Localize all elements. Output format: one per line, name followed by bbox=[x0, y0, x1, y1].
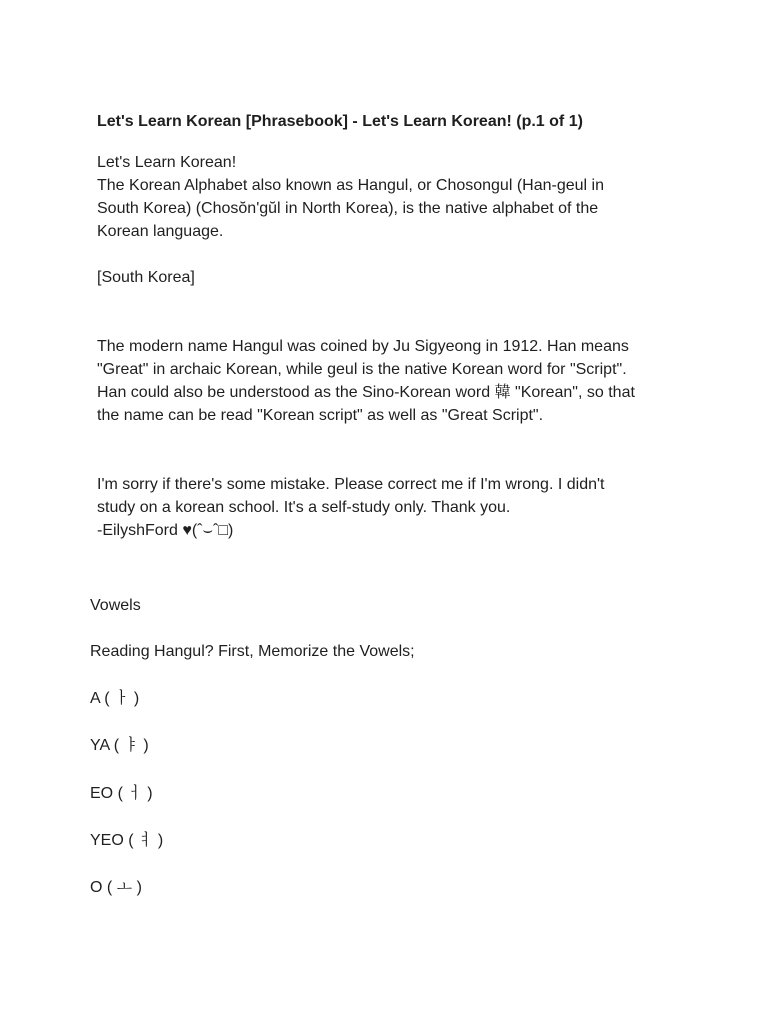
vowel-item-yeo: YEO ( ㅕ ) bbox=[90, 832, 164, 849]
intro-line: The Korean Alphabet also known as Hangul, or Chosongul (Han-geul in bbox=[97, 177, 604, 194]
vowel-item-a: A ( ㅏ ) bbox=[90, 690, 140, 707]
vowel-item-o: O ( ㅗ ) bbox=[90, 879, 142, 896]
history-paragraph bbox=[97, 335, 697, 427]
author-note bbox=[97, 473, 697, 542]
intro-paragraph bbox=[97, 151, 697, 243]
region-label: [South Korea] bbox=[97, 269, 195, 286]
intro-line: South Korea) (Chosŏn'gŭl in North Korea), is the native alphabet of the bbox=[97, 200, 599, 217]
history-line: the name can be read "Korean script" as well as "Great Script". bbox=[97, 407, 544, 424]
vowels-intro: Reading Hangul? First, Memorize the Vowels; bbox=[90, 643, 415, 660]
vowels-heading: Vowels bbox=[90, 597, 141, 614]
intro-line: Let's Learn Korean! bbox=[97, 154, 237, 171]
vowel-item-ya: YA ( ㅑ ) bbox=[90, 737, 149, 754]
document-title: Let's Learn Korean [Phrasebook] - Let's Learn Korean! (p.1 of 1) bbox=[97, 113, 583, 130]
history-line: Han could also be understood as the Sino-Korean word 韓 "Korean", so that bbox=[97, 384, 635, 401]
intro-line: Korean language. bbox=[97, 223, 224, 240]
note-line: I'm sorry if there's some mistake. Please correct me if I'm wrong. I didn't bbox=[97, 476, 605, 493]
author-signature: -EilyshFord ♥(ˆ⌣ˆ□) bbox=[97, 522, 234, 539]
vowel-item-eo: EO ( ㅓ ) bbox=[90, 785, 153, 802]
note-line: study on a korean school. It's a self-study only. Thank you. bbox=[97, 499, 511, 516]
history-line: The modern name Hangul was coined by Ju Sigyeong in 1912. Han means bbox=[97, 338, 629, 355]
history-line: "Great" in archaic Korean, while geul is the native Korean word for "Script". bbox=[97, 361, 627, 378]
